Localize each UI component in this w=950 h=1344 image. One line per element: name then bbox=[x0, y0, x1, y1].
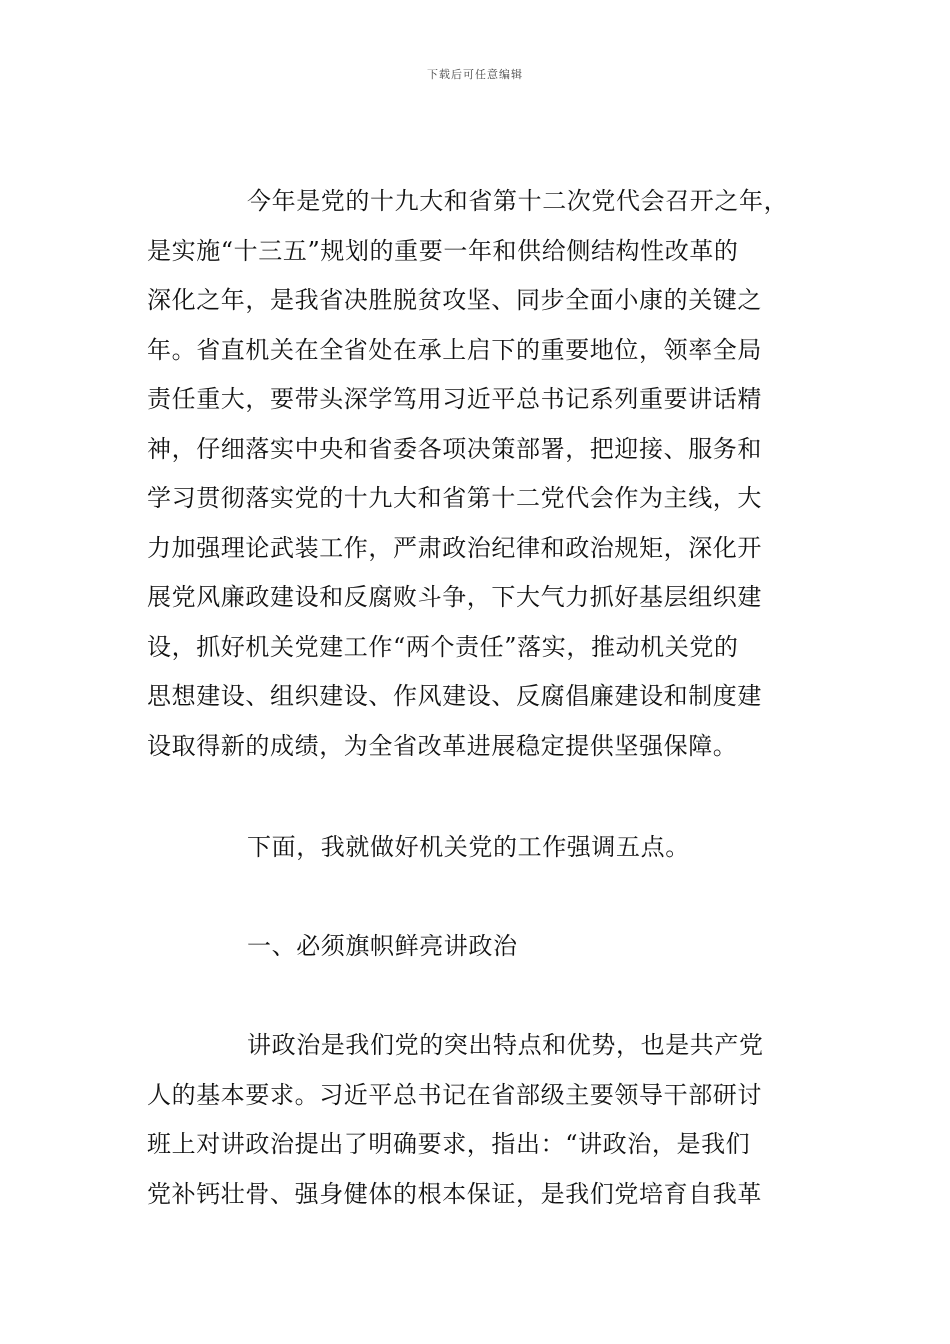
text-line: 深化之年，是我省决胜脱贫攻坚、同步全面小康的关键之 bbox=[147, 286, 762, 314]
heading-text: 一、必须旗帜鲜亮讲政治 bbox=[247, 932, 518, 960]
text-line: 班上对讲政治提出了明确要求，指出：“讲政治，是我们 bbox=[147, 1130, 751, 1158]
text-line: 责任重大，要带头深学笃用习近平总书记系列重要讲话精 bbox=[147, 385, 762, 413]
text-line: 党补钙壮骨、强身健体的根本保证，是我们党培育自我革 bbox=[147, 1179, 762, 1208]
text-line: 学习贯彻落实党的十九大和省第十二党代会作为主线，大 bbox=[147, 484, 762, 512]
paragraph-intro bbox=[147, 177, 807, 771]
text-line: 讲政治是我们党的突出特点和优势，也是共产党 bbox=[247, 1031, 764, 1059]
paragraph-transition bbox=[147, 823, 807, 873]
paragraph-section-one bbox=[147, 1021, 807, 1219]
text-line: 神，仔细落实中央和省委各项决策部署，把迎接、服务和 bbox=[147, 434, 762, 463]
text-line: 年。省直机关在全省处在承上启下的重要地位，领率全局 bbox=[147, 335, 762, 364]
text-line: 展党风廉政建设和反腐败斗争，下大气力抓好基层组织建 bbox=[147, 583, 762, 611]
text-line: 设取得新的成绩，为全省改革进展稳定提供坚强保障。 bbox=[147, 731, 738, 760]
text-line: 设，抓好机关党建工作“两个责任”落实，推动机关党的 bbox=[147, 632, 739, 661]
text-line: 今年是党的十九大和省第十二次党代会召开之年， bbox=[247, 187, 789, 215]
text-line: 是实施“十三五”规划的重要一年和供给侧结构性改革的 bbox=[147, 236, 739, 265]
page-header-note: 下载后可任意编辑 bbox=[427, 68, 523, 81]
text-line: 下面，我就做好机关党的工作强调五点。 bbox=[247, 833, 690, 861]
text-line: 人的基本要求。习近平总书记在省部级主要领导干部研讨 bbox=[147, 1080, 762, 1109]
text-line: 思想建设、组织建设、作风建设、反腐倡廉建设和制度建 bbox=[147, 682, 762, 710]
text-line: 力加强理论武装工作，严肃政治纪律和政治规矩，深化开 bbox=[147, 533, 762, 562]
section-heading bbox=[147, 922, 807, 972]
